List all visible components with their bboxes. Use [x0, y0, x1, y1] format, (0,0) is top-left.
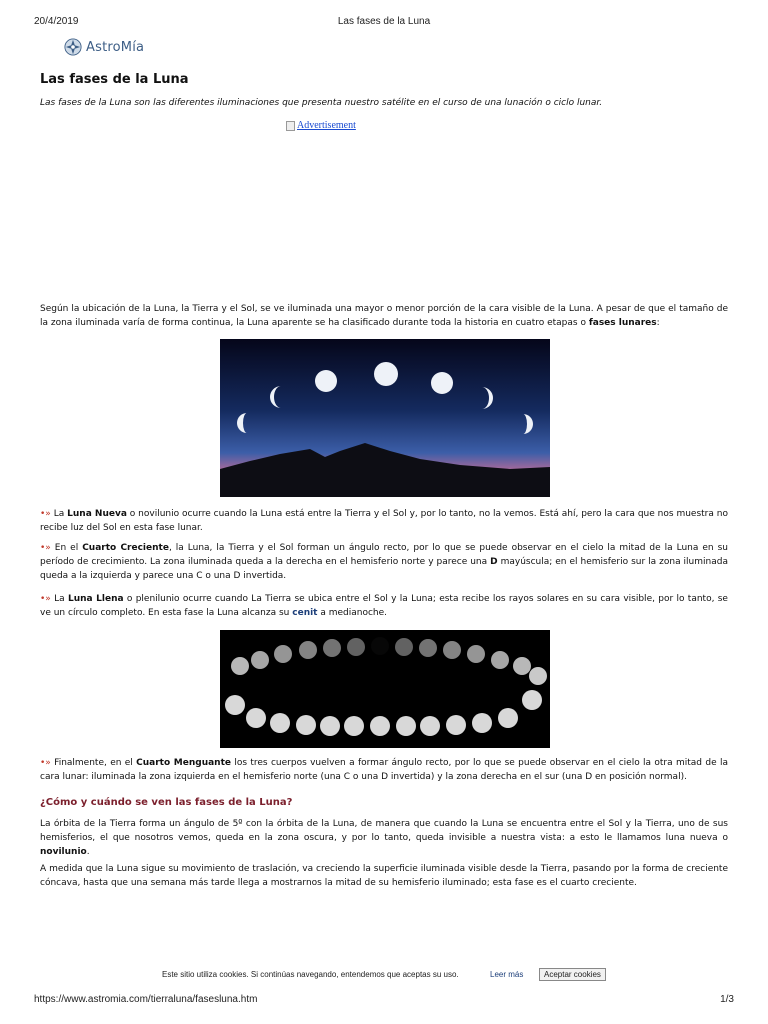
moon-phase-icon: [522, 690, 542, 710]
advertisement-link[interactable]: [286, 120, 356, 131]
moon-phase-icon: [347, 638, 365, 656]
paragraph-text: La órbita de la Tierra forma un ángulo de 5º con la órbita de la Luna, de manera que cuando la Luna se encuentra entre el Sol y la Tierra, uno de sus hemisferios, el que nosotros vemos, queda en la zona oscura, y por lo tanto, queda invisible a nuestra vista: a esto le llamamos luna nueva o: [40, 819, 728, 843]
term-luna-llena: Luna Llena: [67, 594, 124, 604]
moon-phases-arc-image: [220, 339, 550, 497]
moon-phase-icon: [344, 716, 364, 736]
paragraph-text: mayúscula; en el hemisferio sur la zona iluminada queda a la izquierda y parece una C o una D invertida.: [40, 557, 728, 581]
bullet-marker: •»: [40, 543, 51, 553]
cenit-link[interactable]: cenit: [292, 608, 318, 618]
moon-phase-icon: [446, 715, 466, 735]
print-page-number: 1/3: [720, 994, 734, 1005]
moon-phase-icon: [296, 715, 316, 735]
paragraph-text: .: [86, 847, 90, 857]
bullet-luna-llena: [40, 592, 728, 620]
moon-phase-icon: [270, 713, 290, 733]
bullet-cuarto-creciente: [40, 541, 728, 583]
moon-phase-icon: [299, 641, 317, 659]
moon-phase-icon: [513, 657, 531, 675]
moon-phase-icon: [498, 708, 518, 728]
paragraph-text: o novilunio ocurre cuando la Luna está entre la Tierra y el Sol y, por lo tanto, no la vemos. Está ahí, pero la cara que nos muestra no recibe luz del Sol en esta fase lunar.: [40, 509, 728, 533]
paragraph-text: La: [50, 509, 68, 519]
print-page-title: Las fases de la Luna: [337, 16, 431, 27]
term-cuarto-creciente: Cuarto Creciente: [82, 543, 169, 553]
bullet-luna-nueva: [40, 507, 728, 535]
moon-phase-icon: [529, 667, 547, 685]
bullet-marker: •»: [40, 594, 51, 604]
paragraph-text: los tres cuerpos vuelven a formar ángulo recto, por lo que se puede observar en el cielo la otra mitad de la cara lunar: iluminada la zona izquierda en el hemisferio norte (una C o una D invertida) y la zona derecha en el sur (una D en posición normal).: [40, 758, 728, 782]
paragraph-traslacion: A medida que la Luna sigue su movimiento de traslación, va creciendo la superficie iluminada visible desde la Tierra, pasando por la forma de creciente cóncava, hasta que una semana más tarde llega a mostrarnos la mitad de su hemisferio iluminado; esta fase es el cuarto creciente.: [40, 864, 728, 888]
moon-phase-icon: [246, 708, 266, 728]
cookie-text: Este sitio utiliza cookies. Si continúas navegando, entendemos que aceptas su uso.: [162, 970, 459, 979]
moon-phase-icon: [396, 716, 416, 736]
paragraph-text: , la Luna, la Tierra y el Sol forman un ángulo recto, por lo que se puede observar en el cielo la mitad de la Luna en su período de crecimiento. La zona iluminada queda a la derecha en el hemisferio norte y parece una: [40, 543, 728, 567]
term-luna-nueva: Luna Nueva: [67, 509, 127, 519]
term-fases-lunares: fases lunares: [588, 318, 657, 328]
moon-cycle-image: [220, 630, 550, 748]
cookie-more-link[interactable]: Leer más: [490, 970, 524, 979]
paragraph-text: En el: [50, 543, 83, 553]
term-d: D: [490, 557, 498, 567]
moon-phase-icon: [371, 637, 389, 655]
advertisement-alt-text: Advertisement: [297, 120, 356, 131]
moon-phase-icon: [420, 716, 440, 736]
moon-phase-icon: [323, 639, 341, 657]
moon-phase-icon: [370, 716, 390, 736]
paragraph-text: o plenilunio ocurre cuando La Tierra se ubica entre el Sol y la Luna; esta recibe los rayos solares en su cara visible, por lo tanto, se ve un círculo completo. En esta fase la Luna alcanza su: [40, 594, 728, 618]
print-date: 20/4/2019: [34, 16, 79, 27]
moon-phase-icon: [320, 716, 340, 736]
moon-phase-icon: [274, 645, 292, 663]
astromia-logo-icon: [64, 38, 82, 56]
accept-cookies-button[interactable]: Aceptar cookies: [539, 968, 606, 981]
moon-phase-icon: [419, 639, 437, 657]
article-intro: Las fases de la Luna son las diferentes iluminaciones que presenta nuestro satélite en el curso de una lunación o ciclo lunar.: [40, 98, 603, 108]
term-novilunio: novilunio: [40, 847, 87, 857]
moon-phase-icon: [395, 638, 413, 656]
paragraph-intro: [40, 302, 728, 330]
bullet-marker: •»: [40, 758, 51, 768]
paragraph-text: :: [656, 318, 660, 328]
logo-text: AstroMía: [86, 39, 145, 55]
site-logo[interactable]: [64, 38, 144, 56]
paragraph-text: Finalmente, en el: [50, 758, 137, 768]
paragraph-text: Según la ubicación de la Luna, la Tierra y el Sol, se ve iluminada una mayor o menor porción de la cara visible de la Luna. A pesar de que el tamaño de la zona iluminada varía de forma continua, la Luna aparente se ha clasificado durante toda la historia en cuatro etapas o: [40, 304, 728, 328]
moon-phase-icon: [443, 641, 461, 659]
moon-phase-icon: [472, 713, 492, 733]
article-title: Las fases de la Luna: [40, 72, 189, 87]
term-cuarto-menguante: Cuarto Menguante: [136, 758, 231, 768]
paragraph-text: a medianoche.: [317, 608, 388, 618]
paragraph-orbita: [40, 817, 728, 859]
moon-phase-icon: [251, 651, 269, 669]
subheading: ¿Cómo y cuándo se ven las fases de la Luna?: [40, 797, 293, 808]
paragraph-text: La: [50, 594, 68, 604]
moon-phase-icon: [491, 651, 509, 669]
broken-image-icon: [286, 121, 295, 131]
bullet-marker: •»: [40, 509, 51, 519]
moon-phase-icon: [467, 645, 485, 663]
bullet-cuarto-menguante: [40, 756, 728, 784]
moon-phase-icon: [225, 695, 245, 715]
moon-phase-icon: [231, 657, 249, 675]
print-url: https://www.astromia.com/tierraluna/fasesluna.htm: [34, 994, 258, 1005]
